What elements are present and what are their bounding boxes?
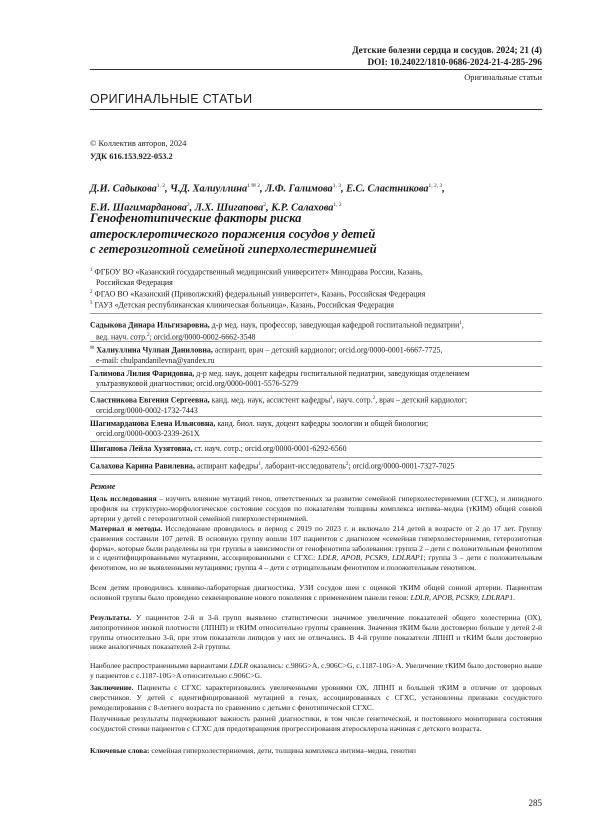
author-affiliation-sup: 1, 2, 3 (429, 183, 443, 189)
author-info-galimova: Галимова Лилия Фаридовна, д-р мед. наук, доцент кафедры госпитальной педиатрии, заведующая отделением ультразвуковой диагностики; orcid.org/0000-0001-5576-5279 (90, 369, 545, 390)
author-info-khaliullina: ✉ Халиуллина Чулпан Даниловна, аспирант, врач – детский кардиолог; orcid.org/0000-0001-6667-7725, e-mail: chulpandanilevna@yandex.ru (90, 344, 545, 366)
page-number: 285 (529, 798, 543, 808)
header-rule (90, 69, 542, 70)
abstract-results: Результаты. У пациентов 2-й и 3-й групп выявлено статистически значимое увеличение показателей общего холестерина (ОХ), липопротеинов низкой плотности (ЛПНП) и тКИМ относительно группы сравнения. Значения тКИМ были достоверно больше у детей 2-й группы относительно 3-й, при этом показатели липидов у них не отличались. В 4-й группе показатели ЛПНП и тКИМ были достоверно ниже аналогичных показателей 2-й группы. (90, 613, 542, 652)
authors-line-2: Е.И. Шагимарданова2, Л.Х. Шигапова2, К.Р. Салахова1, 2 (90, 197, 550, 216)
title-line: Генофенотипические факторы риска (90, 211, 560, 227)
doi[interactable]: DOI: 10.24022/1810-0686-2024-21-4-285-296 (367, 56, 542, 68)
affiliation-1: 1 ФГБОУ ВО «Казанский государственный медицинский университет» Минздрава России, Казань, Российская Федерация (90, 266, 542, 289)
divider (90, 474, 542, 475)
authors-line-1: Д.И. Садыкова1, 2, Ч.Д. Халиуллина1 ✉ 2, Л.Ф. Галимова1, 3, Е.С. Сластникова1, 2, 3, (90, 178, 550, 197)
abstract-conclusion-2: Полученные результаты подчеркивают важность ранней диагностики, в том числе генетической, и постоянного мониторинга состояния сосудистой стенки пациентов с СГХС для предотвращения прогрессирования атеросклероза начиная с детского возраста. (90, 714, 542, 734)
abstract-methods-2: Всем детям проводились клинико-лабораторная диагностика, УЗИ сосудов шеи с оценкой тКИМ общей сонной артерии. Пациентам основной группы было проведено секвенирование нового поколения с применением панели генов: LDLR, APOB, PCSK9, LDLRAP1. (90, 583, 542, 603)
udk-code: УДК 616.153.922-053.2 (90, 152, 173, 161)
title-line: атеросклеротического поражения сосудов у детей (90, 227, 560, 243)
section-title: ОРИГИНАЛЬНЫЕ СТАТЬИ (90, 92, 252, 106)
affiliation-2: 2 ФГАО ВО «Казанский (Приволжский) федеральный университет», Казань, Российская Федерация (90, 288, 542, 300)
author-affiliation-sup: 2 (187, 202, 190, 208)
abstract-results-2: Наиболее распространенными вариантами LDLR оказались: c.986G>A, c.906C>G, c.1187-10G>A. Увеличение тКИМ было достоверно выше у пациентов с c.1187-10G>A относительно c.906C>G. (90, 661, 542, 681)
author-name: Ч.Д. Халиуллина (170, 183, 247, 194)
author-info-shagimardanova: Шагимарданова Елена Ильясовна, канд. биол. наук, доцент кафедры зоологии и общей биологии; orcid.org/0000-0003-2339-261X (90, 419, 545, 440)
author-affiliation-sup: 1 ✉ 2 (247, 183, 260, 189)
author-name: К.Р. Салахова (271, 203, 333, 214)
rubric: Оригинальные статьи (464, 72, 542, 84)
abstract-methods: Материал и методы. Исследование проводилось в период с 2019 по 2023 г. и включало 214 детей в возрасте от 2 до 17 лет. Группу сравнения составили 107 детей. В основную группу вошли 107 пациентов с диагнозом «семейная гиперхолестеринемия, гетерозиготная форма», которые были разделены на три группы в зависимости от генофенотипа заболевания: группа 2 – дети с положительным фенотипом и с идентифицированными мутациями, ассоциированными с СГХС: LDLR, APOB, PCSK9, LDLRAP1; группа 3 – дети с положительным фенотипом, но не выявленными мутациями; группа 4 – дети с отрицательным фенотипом и положительным генотипом. (90, 524, 542, 573)
author-name: Л.Ф. Галимова (265, 183, 333, 194)
abstract-conclusion: Заключение. Пациенты с СГХС характеризовались увеличенными уровнями ОХ, ЛПНП и большей тКИМ в отличие от здоровых сверстников. У детей с идентифицированной мутацией в генах, ассоциированных с СГХС, установлены признаки сосудистого ремоделирования с 8-летнего возраста по сравнению с детьми с фенотипической СГХС. (90, 683, 542, 712)
article-title (90, 211, 560, 258)
divider (90, 313, 542, 314)
author-info-sadykova: Садыкова Динара Ильгизаровна, д-р мед. наук, профессор, заведующая кафедрой госпитальной педиатрии1, вед. науч. сотр.2; orcid.org/0000-0002-6662-3548 (90, 319, 545, 343)
journal-name: Детские болезни сердца и сосудов. 2024; 21 (4) (352, 44, 542, 56)
mail-icon: ✉ (90, 346, 94, 351)
divider (90, 416, 542, 417)
affiliation-3: 3 ГАУЗ «Детская республиканская клиническая больница», Казань, Российская Федерация (90, 299, 542, 311)
divider (90, 457, 542, 458)
divider (90, 441, 542, 442)
author-info-shigapova: Шигапова Лейла Хузятовна, ст. науч. сотр.; orcid.org/0000-0001-6292-6560 (90, 444, 545, 454)
divider (90, 341, 542, 342)
author-info-slastnikova: Сластникова Евгения Сергеевна, канд. мед. наук, ассистент кафедры1, науч. сотр.2, врач – детский кардиолог; orcid.org/0000-0002-1732-7443 (90, 394, 545, 416)
author-name: Е.С. Сластникова (346, 183, 428, 194)
author-name: Е.И. Шагимарданова (90, 203, 187, 214)
resume-heading: Резюме (90, 482, 115, 491)
abstract-aim: Цель исследования – изучить влияние мутаций генов, ответственных за развитие семейной гиперхолестеринемии (СГХС), и липидного профиля на структурно-морфологическое состояние сосудов по показателям толщины комплекса интима–медиа (тКИМ) общей сонной артерии у детей с гетерозиготной семейной гиперхолестеринемией. (90, 494, 542, 523)
divider (90, 391, 542, 392)
section-rule (90, 109, 542, 110)
author-affiliation-sup: 2 (263, 202, 266, 208)
author-affiliation-sup: 1, 2 (333, 202, 341, 208)
title-line: с гетерозиготной семейной гиперхолестеринемией (90, 242, 560, 258)
keywords: Ключевые слова: семейная гиперхолестеринемия, дети, толщина комплекса интима–медиа, генотип (90, 746, 542, 756)
author-info-salakhova: Салахова Карина Равилевна, аспирант кафедры1, лаборант-исследователь2; orcid.org/0000-0001-7327-7025 (90, 460, 545, 472)
copyright: © Коллектив авторов, 2024 (90, 139, 186, 148)
author-affiliation-sup: 1, 3 (333, 183, 341, 189)
divider (90, 366, 542, 367)
author-name: Л.Х. Шигапова (195, 203, 263, 214)
author-name: Д.И. Садыкова (90, 183, 157, 194)
author-affiliation-sup: 1, 2 (157, 183, 165, 189)
